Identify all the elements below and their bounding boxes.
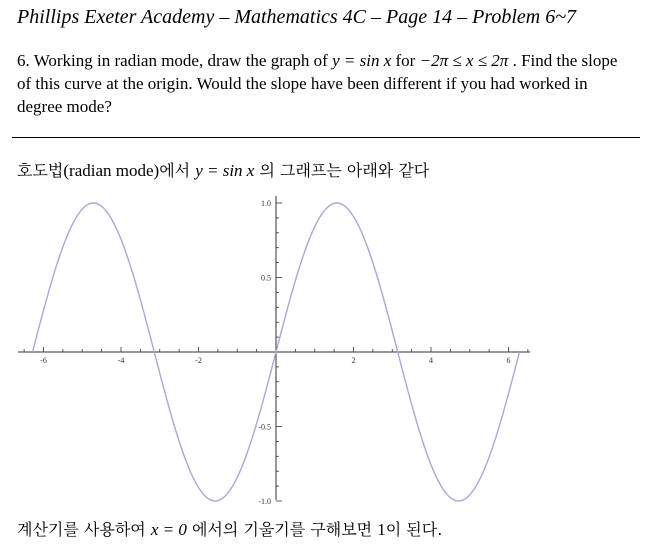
- page-title: Phillips Exeter Academy – Mathematics 4C – Page 14 – Problem 6~7: [17, 6, 577, 28]
- x-tick-label: 4: [429, 356, 433, 365]
- result-number: 1: [377, 520, 386, 539]
- x-tick-label: -6: [40, 356, 47, 365]
- intro-korean-c: 에서: [159, 161, 196, 180]
- problem-equation: y = sin x: [332, 51, 392, 70]
- result-korean-c: 이 된다.: [385, 520, 443, 539]
- y-tick-label: 0.5: [261, 273, 271, 283]
- intro-korean-a: 호도법: [17, 161, 64, 180]
- problem-text-c: . Find the slope of this curve at the origin. Would the slope have been different if you had worked in degree mode?: [17, 51, 618, 116]
- x-tick-label: 6: [506, 356, 511, 365]
- result-korean-a: 계산기를 사용하여: [17, 520, 151, 539]
- x-tick-label: 2: [351, 356, 356, 365]
- y-tick-label: -0.5: [258, 422, 271, 432]
- result-korean-b: 에서의 기울기를 구해보면: [186, 520, 378, 539]
- solution-result: [17, 517, 442, 540]
- x-tick-label: -4: [117, 356, 125, 365]
- divider: [12, 137, 640, 138]
- y-tick-label: 1.0: [261, 199, 271, 208]
- problem-statement: [17, 49, 632, 118]
- solution-intro: [17, 158, 429, 181]
- intro-radian-mode: (radian mode): [63, 161, 160, 180]
- problem-range: −2π ≤ x ≤ 2π: [419, 51, 509, 70]
- y-tick-label: -1.0: [258, 497, 271, 506]
- problem-text-b: for: [391, 51, 420, 70]
- sine-graph: [0, 182, 646, 517]
- intro-equation: y = sin x: [195, 161, 255, 180]
- problem-number: 6.: [17, 51, 30, 70]
- intro-korean-d: 의 그래프는 아래와 같다: [254, 161, 430, 180]
- result-equation: x = 0: [150, 520, 187, 539]
- x-tick-label: -2: [195, 356, 202, 365]
- problem-text-a: Working in radian mode, draw the graph of: [29, 51, 333, 70]
